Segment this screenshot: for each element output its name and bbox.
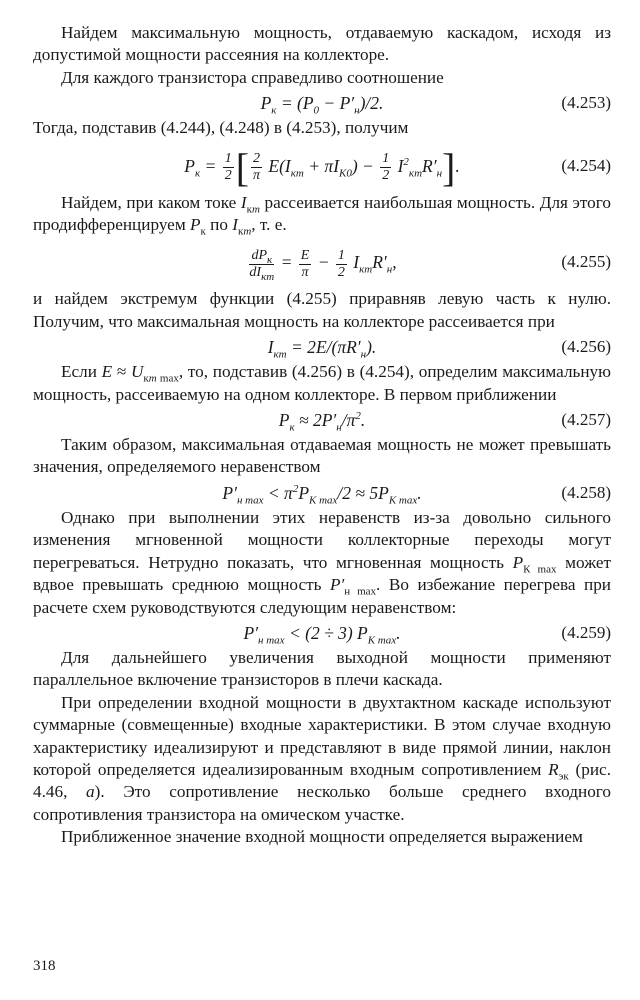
paragraph-11: Приближенное значение входной мощности определяется выражением bbox=[61, 827, 583, 847]
equation-4-253: $P_к = (P_0 - P'_н)/2$. (4.253) bbox=[33, 89, 611, 117]
equation-number: (4.258) bbox=[561, 482, 611, 502]
paragraph-8: Однако при выполнении этих неравенств из-за довольно сильного изменения мгновенной мощности коллекторные переходы могут перегреваться. Нетрудно показать, что мгновенная мощность $P_{К max}$ может вдвое превышать среднюю мощность $P'_{н max}$. Во избежание перегрева при расчете схем руководствуются следующим неравенством: bbox=[33, 507, 611, 617]
equation-4-255: $\frac{dP_к}{dI_{кm}}$ = $\frac{E}{\pi}$ − $\frac{1}{2}$ $I_{кm}R'_н$, (4.255) bbox=[33, 236, 611, 288]
equation-number: (4.259) bbox=[561, 622, 611, 642]
paragraph-5: и найдем экстремум функции (4.255) приравняв левую часть к нулю. Получим, что максимальная мощность на коллекторе рассеивается при bbox=[33, 289, 611, 331]
paragraph-10: При определении входной мощности в двухтактном каскаде используют суммарные (совмещенные) входные характеристики. В этом случае входную характеристику идеализируют и представляют в виде прямой линии, наклон которой определяется идеализированным входным сопротивлением $R_{эк}$ (рис. 4.46, а). Это сопротивление несколько больше среднего входного сопротивления транзистора на омическом участке. bbox=[33, 692, 612, 824]
equation-number: (4.253) bbox=[561, 93, 611, 113]
paragraph-3: Тогда, подставив (4.244), (4.248) в (4.253), получим bbox=[33, 118, 409, 138]
equation-4-258: $P'_{н max} < \pi^2P_{К max}/2 \approx 5P_{К max}$. (4.258) bbox=[33, 479, 611, 507]
equation-number: (4.256) bbox=[561, 337, 611, 357]
equation-4-254: $P_к$ = $\frac{1}{2}$ [ $\frac{2}{\pi}$ $E(I_{кm} + \pi I_{К0})$ − $\frac{1}{2}$ $I^2_{кm}R'_н$]. (4.254) bbox=[33, 140, 611, 192]
page-content bbox=[33, 22, 611, 849]
paragraph-6: Если $E \approx U_{кm max}$, то, подставив (4.256) в (4.254), определим максимальную мощность, рассеиваемую на одном коллекторе. В первом приближении bbox=[33, 362, 611, 404]
page-number: 318 bbox=[33, 958, 56, 974]
paragraph-2: Для каждого транзистора справедливо соотношение bbox=[61, 67, 444, 87]
paragraph-9: Для дальнейшего увеличения выходной мощности применяют параллельное включение транзисторов в плечи каскада. bbox=[33, 647, 611, 690]
equation-number: (4.255) bbox=[561, 252, 611, 272]
equation-4-259: $P'_{н max} < (2 \div 3)$ $P_{К max}$. (4.259) bbox=[33, 619, 611, 647]
paragraph-4: Найдем, при каком токе $I_{кm}$ рассеивается наибольшая мощность. Для этого продифференцируем $P_к$ по $I_{кm}$, т. е. bbox=[33, 192, 611, 238]
equation-4-256: $I_{кm} = 2E/(\pi R'_н)$. (4.256) bbox=[33, 333, 611, 361]
paragraph-1: Найдем максимальную мощность, отдаваемую каскадом, исходя из допустимой мощности рассеяния на коллекторе. bbox=[33, 23, 611, 65]
paragraph-7: Таким образом, максимальная отдаваемая мощность не может превышать значения, определяемого неравенством bbox=[33, 435, 611, 477]
equation-4-257: $P_к \approx 2P'_н/\pi^2$. (4.257) bbox=[33, 406, 611, 434]
equation-number: (4.257) bbox=[561, 410, 611, 430]
equation-number: (4.254) bbox=[561, 155, 611, 175]
